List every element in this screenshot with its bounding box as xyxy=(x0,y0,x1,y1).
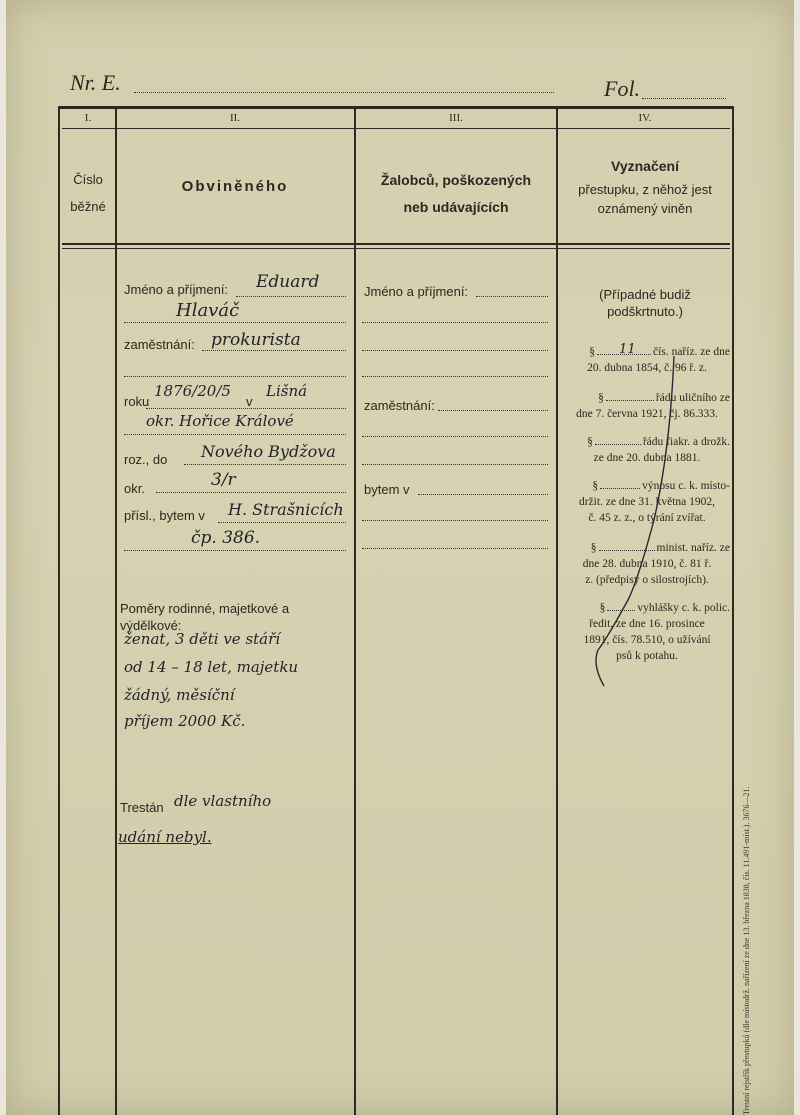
accused-occupation-value: prokurista xyxy=(211,330,301,350)
family-label-line2: výdělkové: xyxy=(120,618,182,633)
offense-p3-b: ze dne 20. dubna 1881. xyxy=(593,452,701,464)
accused-punished-label: Trestán xyxy=(120,800,164,815)
col-4-header-title: Vyznačení xyxy=(611,158,679,174)
offense-p5-b: dne 28. dubna 1910, č. 81 ř. xyxy=(582,558,712,570)
dotted-line xyxy=(184,464,346,465)
section-sign: § xyxy=(590,542,597,554)
family-value-1: ženat, 3 děti ve stáří xyxy=(124,630,281,648)
table-right-border xyxy=(732,106,734,1115)
offense-p1-a: čís. naříz. ze dne xyxy=(653,346,730,358)
dotted-line xyxy=(362,436,548,437)
offense-p4-b: držit. ze dne 31. května 1902, xyxy=(578,496,716,508)
complainant-name-label: Jméno a příjmení: xyxy=(364,284,469,299)
col-1-header-line1: Číslo xyxy=(73,172,103,187)
section-sign: § xyxy=(587,436,593,448)
offense-p4-c: č. 45 z. z., o týrání zvířat. xyxy=(588,512,706,524)
table-top-border xyxy=(58,106,734,109)
section-sign: § xyxy=(592,480,599,492)
accused-place-value-1: Lišná xyxy=(266,382,308,400)
header-bottom-rule xyxy=(62,243,730,245)
accused-name-label: Jméno a příjmení: xyxy=(124,282,229,297)
col-divider-1 xyxy=(115,108,117,1115)
col-3-header xyxy=(356,167,556,221)
dotted-line xyxy=(362,548,548,549)
offense-p2-a: řádu uličního ze xyxy=(655,392,730,404)
accused-place-value-2: okr. Hořice Králové xyxy=(146,412,294,430)
accused-district-label: okr. xyxy=(124,481,145,496)
accused-district-value: 3/r xyxy=(211,470,236,490)
col-2-header: Obviněného xyxy=(181,178,289,195)
offense-p1-b: 20. dubna 1854, č. 96 ř. z. xyxy=(587,362,707,374)
table-left-border xyxy=(58,106,60,1115)
col-4-header xyxy=(558,158,732,218)
offense-note-line1: (Případné budiž xyxy=(599,287,691,302)
complainant-occupation-label: zaměstnání: xyxy=(364,398,435,413)
dotted-line xyxy=(146,408,346,409)
family-value-4: příjem 2000 Kč. xyxy=(124,712,246,730)
section-sign: § xyxy=(589,346,596,358)
accused-born-label: roz., do xyxy=(124,452,168,467)
roman-row-divider xyxy=(62,128,730,129)
accused-name-value-1: Eduard xyxy=(256,272,320,292)
col-3-number: III. xyxy=(449,112,463,124)
offense-p5-a: minist. naříz. ze xyxy=(656,542,730,554)
offense-p1-mark: 11 xyxy=(619,342,636,357)
offense-p6-a: vyhlášky c. k. polic. xyxy=(637,602,730,614)
dotted-line xyxy=(202,350,346,351)
header-bottom-rule-2 xyxy=(62,248,730,249)
dotted-line xyxy=(438,410,548,411)
col-2-number: II. xyxy=(229,112,241,124)
offense-p6-d: psů k potahu. xyxy=(616,650,678,662)
fol-label: Fol. xyxy=(604,76,641,101)
col-3-header-line1: Žalobců, poškozených xyxy=(380,172,532,188)
section-sign: § xyxy=(598,392,604,404)
col-1-number: I. xyxy=(84,112,92,124)
accused-occupation-label: zaměstnání: xyxy=(124,337,195,352)
dotted-line xyxy=(236,296,346,297)
accused-residence-label: přísl., bytem v xyxy=(124,508,205,523)
dotted-line xyxy=(156,492,346,493)
offense-p6-b: ředit. ze dne 16. prosince xyxy=(589,618,705,630)
nr-field-line xyxy=(134,92,554,93)
col-1-header xyxy=(62,166,114,220)
accused-residence-value-1: H. Strašnicích xyxy=(228,500,344,519)
dotted-line xyxy=(476,296,548,297)
offense-note-line2: podškrtnuto.) xyxy=(607,304,683,319)
fol-field-line xyxy=(642,98,726,99)
col-4-header-sub2: oznámený viněn xyxy=(597,201,693,216)
col-3-header-line2: neb udávajících xyxy=(403,199,509,215)
dotted-line xyxy=(218,522,346,523)
nr-label: Nr. E. xyxy=(70,70,121,95)
punished-value-1: dle vlastního xyxy=(174,792,272,810)
offense-p5-c: z. (předpisy o silostrojích). xyxy=(585,574,709,586)
dotted-line xyxy=(362,376,548,377)
section-sign: § xyxy=(599,602,606,614)
accused-name-value-2: Hlaváč xyxy=(176,300,240,321)
offense-note xyxy=(558,286,732,320)
accused-v-label: v xyxy=(246,394,253,409)
family-value-2: od 14 – 18 let, majetku xyxy=(124,658,299,676)
dotted-line xyxy=(362,520,548,521)
accused-year-label: roku xyxy=(124,394,150,409)
dotted-line xyxy=(124,376,346,377)
strike-through-stroke xyxy=(576,350,686,690)
accused-year-value: 1876/20/5 xyxy=(154,382,231,400)
dotted-line xyxy=(124,322,346,323)
offense-p6-c: 1891, čís. 78.510, o užívání xyxy=(583,634,711,646)
dotted-line xyxy=(362,322,548,323)
family-label-line1: Poměry rodinné, majetkové a xyxy=(120,601,290,616)
printer-imprint: Trestní rejstřík přestupků (dle místodrž. nařízení ze dne 13. března 1838, čís. 11.491-míst.). 3676—21. xyxy=(742,786,751,1115)
col-1-header-line2: běžné xyxy=(70,199,106,214)
accused-born-value: Nového Bydžova xyxy=(201,442,336,461)
offense-p2-b: dne 7. června 1921, čj. 86.333. xyxy=(576,408,718,420)
col-divider-3 xyxy=(556,108,558,1115)
offense-p3-a: řádu fiakr. a drožk. xyxy=(642,436,730,448)
form-sheet xyxy=(6,0,794,1115)
complainant-residence-label: bytem v xyxy=(364,482,410,497)
family-value-3: žádný, měsíční xyxy=(124,686,235,704)
offense-p4-a: výnosu c. k. místo- xyxy=(642,480,730,492)
accused-family-label xyxy=(120,600,289,634)
col-4-number: IV. xyxy=(638,112,652,124)
dotted-line xyxy=(362,464,548,465)
dotted-line xyxy=(124,434,346,435)
dotted-line xyxy=(418,494,548,495)
col-divider-2 xyxy=(354,108,356,1115)
accused-residence-value-2: čp. 386. xyxy=(191,528,261,548)
dotted-line xyxy=(124,550,346,551)
punished-value-2: udání nebyl. xyxy=(118,828,212,846)
col-4-header-sub1: přestupku, z něhož jest xyxy=(578,182,712,197)
dotted-line xyxy=(362,350,548,351)
